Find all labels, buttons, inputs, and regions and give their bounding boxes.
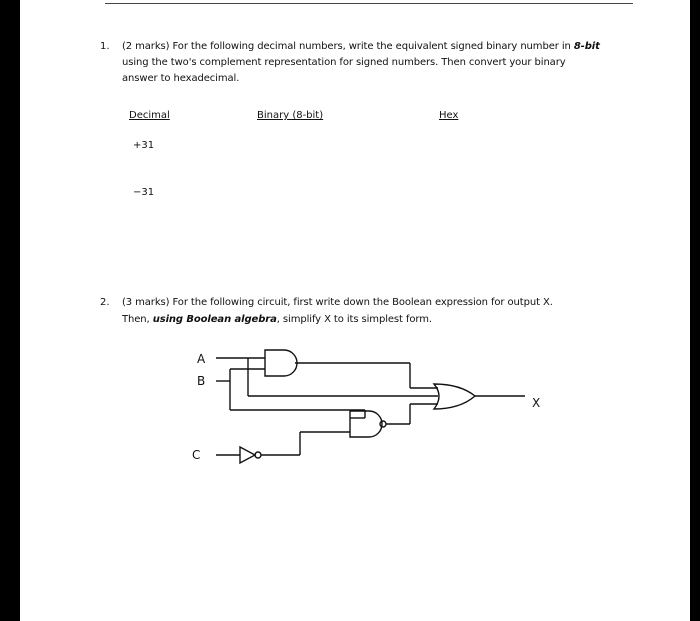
q2-emphasis-boolean-algebra: using Boolean algebra [152, 314, 277, 325]
input-label-c: C [192, 448, 201, 462]
column-header-hex: Hex [439, 110, 459, 121]
and-gate-1 [265, 350, 297, 376]
q2-line2-end: , simplify X to its simplest form. [276, 314, 432, 325]
q1-emphasis-8bit: 8-bit [573, 41, 600, 52]
nand-bubble [380, 421, 386, 427]
q1-line2: using the two's complement representation for signed numbers. Then convert your binary [122, 57, 566, 68]
decimal-value-positive: +31 [133, 140, 155, 151]
q2-number: 2. [100, 297, 110, 308]
or-gate [434, 384, 475, 409]
logic-circuit-diagram [20, 0, 690, 621]
output-label-x: X [532, 396, 541, 410]
column-header-decimal: Decimal [129, 110, 170, 121]
q1-number: 1. [100, 41, 110, 52]
q2-line1: (3 marks) For the following circuit, first write down the Boolean expression for output X. [122, 297, 553, 308]
q1-line3: answer to hexadecimal. [122, 73, 240, 84]
input-label-a: A [197, 352, 206, 366]
q1-line1-text: (2 marks) For the following decimal numbers, write the equivalent signed binary number in [122, 41, 574, 52]
decimal-value-negative: −31 [133, 187, 155, 198]
nand-gate [350, 411, 382, 437]
worksheet-page [20, 0, 690, 621]
input-label-b: B [197, 374, 206, 388]
not-gate [240, 447, 255, 463]
q2-line2-start: Then, [122, 314, 153, 325]
column-header-binary: Binary (8-bit) [257, 110, 324, 121]
